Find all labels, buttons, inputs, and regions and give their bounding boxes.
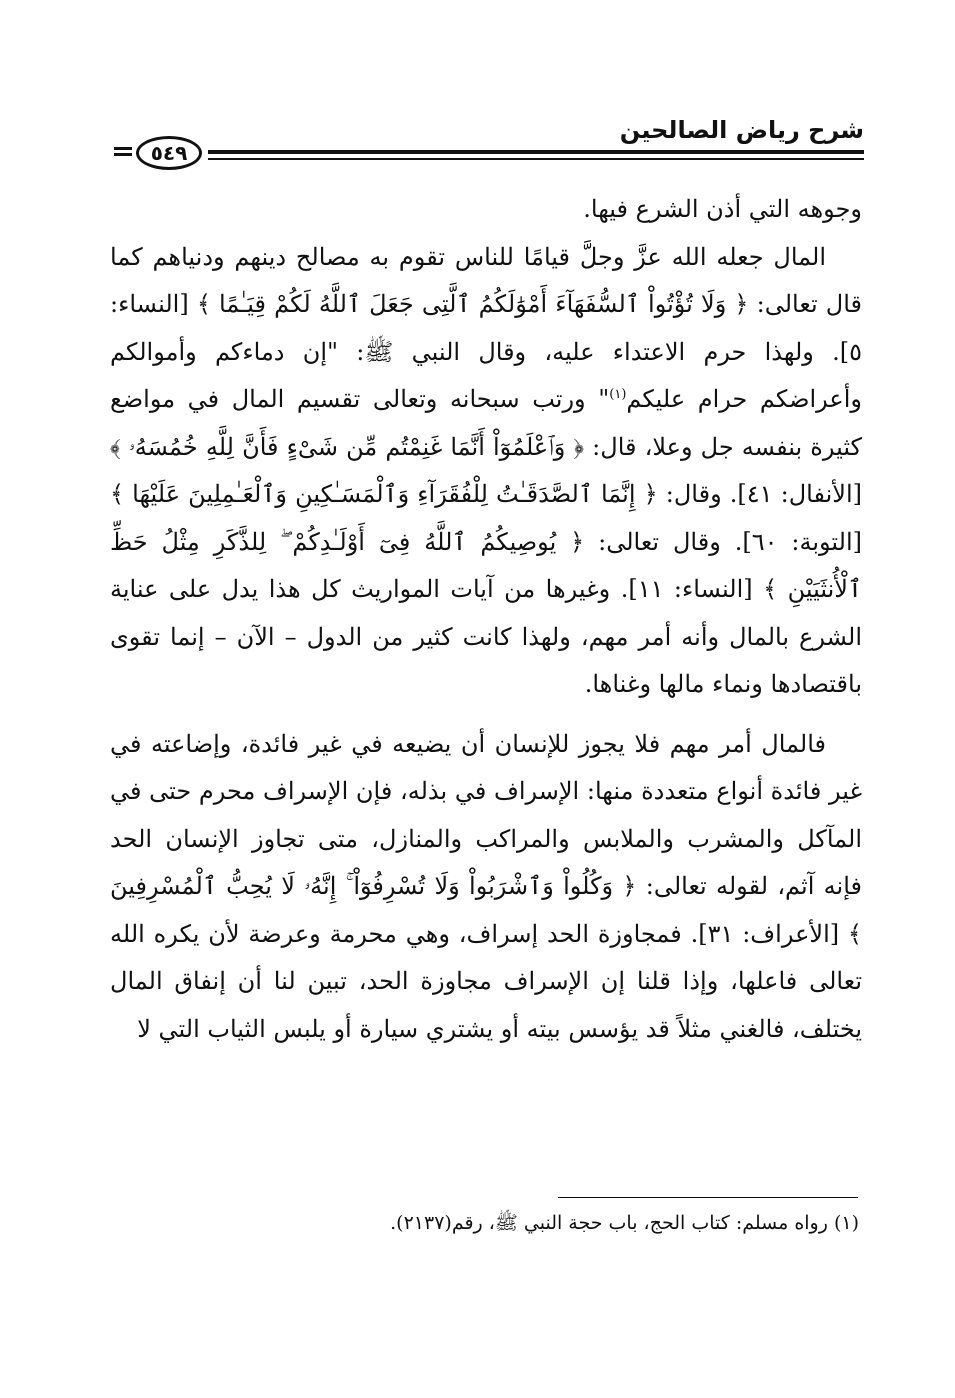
footnote-separator (558, 1197, 858, 1198)
header-rule-thin (208, 158, 864, 160)
footnote: (١) رواه مسلم: كتاب الحج، باب حجة النبي ﷺ، رقم(٢١٣٧). (390, 1212, 859, 1234)
badge-ornament (114, 147, 132, 159)
page-number-badge (136, 136, 202, 170)
page-header (112, 110, 864, 170)
running-title: شرح رياض الصالحين (619, 116, 864, 144)
paragraph-3: فالمال أمر مهم فلا يجوز للإنسان أن يضيعه في غير فائدة، وإضاعته في غير فائدة أنواع متعددة منها: الإسراف في بذله، فإن الإسراف محرم حتى في المآكل والمشرب والملابس والمراكب والمنازل، متى تجاوز الإنسان الحد فإنه آثم، لقوله تعالى: ﴿ وَكُلُواْ وَٱشْرَبُواْ وَلَا تُسْرِفُوٓاْ ۚ إِنَّهُۥ لَا يُحِبُّ ٱلْمُسْرِفِينَ ﴾ [الأعراف: ٣١]. فمجاوزة الحد إسراف، وهي محرمة وعرضة لأن يكره الله تعالى فاعلها، وإذا قلنا إن الإسراف مجاوزة الحد، تبين لنا أن إنفاق المال يختلف، فالغني مثلاً قد يؤسس بيته أو يشتري سيارة أو يلبس الثياب التي لا (110, 729, 862, 1043)
page-number: ٥٤٩ (150, 141, 188, 165)
paragraph-2: المال جعله الله عزَّ وجلَّ قيامًا للناس تقوم به مصالح دينهم ودنياهم كما قال تعالى: ﴿ وَلَا تُؤْتُواْ ٱلسُّفَهَآءَ أَمْوَٰلَكُمُ ٱلَّتِى جَعَلَ ٱللَّهُ لَكُمْ قِيَـٰمًا ﴾ [النساء: ٥]. ولهذا حرم الاعتداء عليه، وقال النبي ﷺ: "إن دماءكم وأموالكم وأعراضكم حرام عليكم$^{(١)}$" ورتب سبحانه وتعالى تقسيم المال في مواضع كثيرة بنفسه جل وعلا، قال: ﴿ وَٱعْلَمُوٓاْ أَنَّمَا غَنِمْتُم مِّن شَىْءٍ فَأَنَّ لِلَّهِ خُمُسَهُۥ ﴾ [الأنفال: ٤١]. وقال: ﴿ إِنَّمَا ٱلصَّدَقَـٰتُ لِلْفُقَرَآءِ وَٱلْمَسَـٰكِينِ وَٱلْعَـٰمِلِينَ عَلَيْهَا ﴾ [التوبة: ٦٠]. وقال تعالى: ﴿ يُوصِيكُمُ ٱللَّهُ فِىٓ أَوْلَـٰدِكُمْ ۖ لِلذَّكَرِ مِثْلُ حَظِّ ٱلْأُنثَيَيْنِ ﴾ [النساء: ١١]. وغيرها من آيات المواريث كل هذا يدل على عناية الشرع بالمال وأنه أمر مهم، ولهذا كانت كثير من الدول – الآن – إنما تقوى باقتصادها ونماء مالها وغناها. (110, 242, 862, 698)
paragraph-1: وجوهه التي أذن الشرع فيها. (583, 195, 862, 223)
header-rule-thick (208, 150, 864, 154)
footnote-marker: (١) (609, 387, 627, 402)
body-text (110, 186, 862, 1053)
